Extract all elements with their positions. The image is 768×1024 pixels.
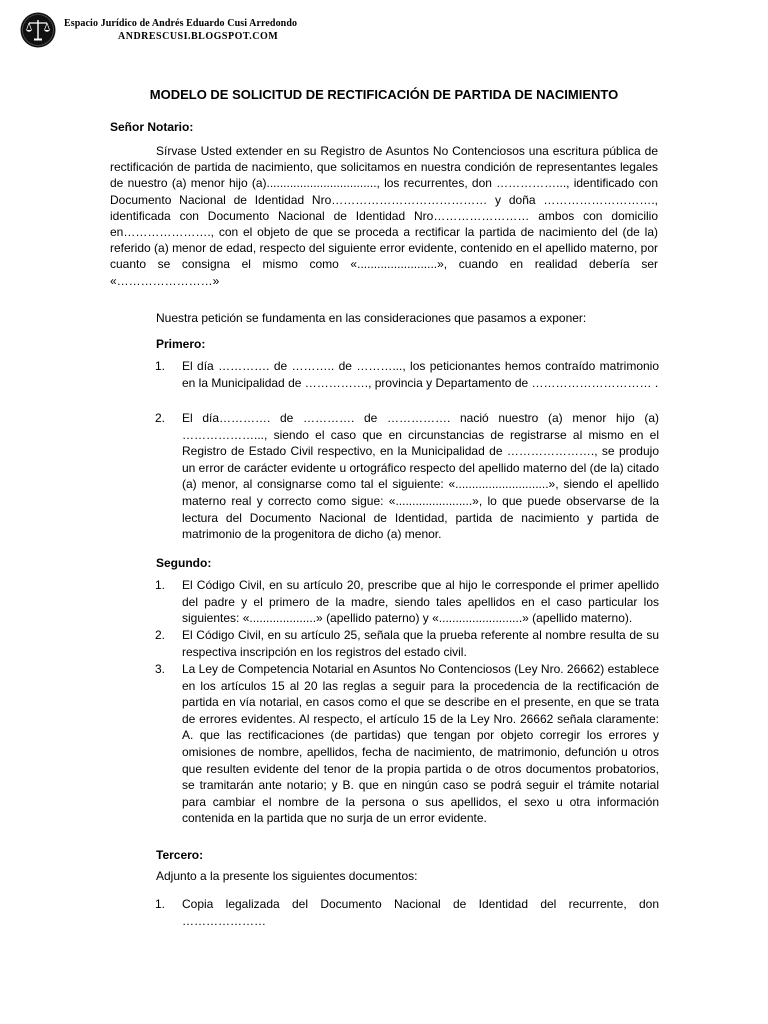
list-item-number: 1. xyxy=(155,578,166,592)
list-item-text: Copia legalizada del Documento Nacional de Identidad del recurrente, don ………………… xyxy=(182,897,659,928)
section-heading-primero: Primero: xyxy=(156,337,206,351)
section-heading-segundo: Segundo: xyxy=(156,556,212,570)
list-item xyxy=(155,896,659,929)
list-item-text: El Código Civil, en su artículo 20, prescribe que al hijo le corresponde el primer apellido del padre y el primero de la madre, siendo tales apellidos en el caso particular los siguientes: «....................» (apellido paterno) y «.........................» (apellido materno). xyxy=(182,578,659,626)
scales-of-justice-icon xyxy=(20,12,56,48)
section-heading-tercero: Tercero: xyxy=(156,848,204,862)
basis-paragraph: Nuestra petición se fundamenta en las consideraciones que pasamos a exponer: xyxy=(156,311,587,325)
document-title: MODELO DE SOLICITUD DE RECTIFICACIÓN DE PARTIDA DE NACIMIENTO xyxy=(149,87,619,102)
list-item-number: 2. xyxy=(155,628,166,642)
list-item-number: 2. xyxy=(155,411,166,425)
salutation: Señor Notario: xyxy=(110,120,194,134)
list-item xyxy=(155,661,659,827)
list-item-number: 3. xyxy=(155,662,166,676)
list-item-number: 1. xyxy=(155,897,166,911)
list-item xyxy=(155,627,659,660)
list-item-number: 1. xyxy=(155,359,166,373)
intro-paragraph: Sírvase Usted extender en su Registro de Asuntos No Contenciosos una escritura pública de rectificación de partida de nacimiento, que solicitamos en nuestra condición de representantes legales de nuestro (a) menor hijo (a)................................., los recurrentes, don ……………..., identificado con Documento Nacional de Identidad Nro………………………………… y doña ………………………., identificada con Documento Nacional de Identidad Nro…………………… ambos con domicilio en…………………., con el objeto de que se proceda a rectificar la partida de nacimiento del (de la) referido (a) menor de edad, respecto del siguiente error evidente, contenido en el apellido materno, por cuanto se consigna el mismo como «........................», cuando en realidad debería ser «……………………» xyxy=(110,144,658,288)
list-item-text: El día …………. de ……….. de ………..., los peticionantes hemos contraído matrimonio en la Municipalidad de ……………., provincia y Departamento de ………………………… . xyxy=(182,359,659,390)
list-item-text: El Código Civil, en su artículo 25, señala que la prueba referente al nombre resulta de su respectiva inscripción en los registros del estado civil. xyxy=(182,628,659,659)
blog-url[interactable]: ANDRESCUSI.BLOGSPOT.COM xyxy=(118,31,279,42)
list-item-text: La Ley de Competencia Notarial en Asuntos No Contenciosos (Ley Nro. 26662) establece en los artículos 15 al 20 las reglas a seguir para la procedencia de la rectificación de partida en vía notarial, en casos como el que se describe en el presente, en que se trata de errores evidentes. Al respecto, el artículo 15 de la Ley Nro. 26662 señala claramente: A. que las rectificaciones (de partidas) que tengan por objeto corregir los errores y omisiones de nombre, apellidos, fecha de nacimiento, de matrimonio, defunción u otros que resulten evidente del tenor de la propia partida o de otros documentos probatorios, se tramitarán ante notario; y B. que en ningún caso se podrá seguir el trámite notarial para cambiar el nombre de la persona o sus apellidos, el sexo u otra información contenida en la partida que no surja de un error evidente. xyxy=(182,662,659,826)
attachments-lead: Adjunto a la presente los siguientes documentos: xyxy=(156,869,418,883)
list-item-text: El día…………. de …………. de ……………. nació nuestro (a) menor hijo (a) ………………..., siendo el caso que en circunstancias de registrarse al mismo en el Registro de Estado Civil respectivo, en la Municipalidad de …………………., se produjo un error de carácter evidente u ortográfico respecto del apellido materno del (de la) citado (a) menor, al consignarse como tal el siguiente: «............................», siendo el apellido materno real y correcto como sigue: «.......................», lo que puede observarse de la lectura del Documento Nacional de Identidad, partida de nacimiento y partida de matrimonio de la progenitora de dicho (a) menor. xyxy=(182,411,659,542)
list-item xyxy=(155,577,659,627)
blog-title: Espacio Jurídico de Andrés Eduardo Cusi Arredondo xyxy=(64,18,298,29)
list-item xyxy=(155,410,659,543)
blog-header xyxy=(20,12,420,50)
list-item xyxy=(155,358,659,391)
